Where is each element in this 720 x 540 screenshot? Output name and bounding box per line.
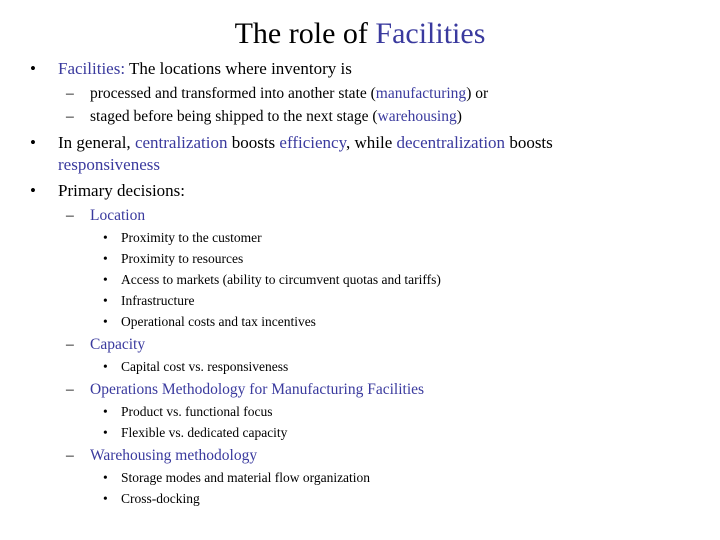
text-part: processed and transformed into another state ( [90,85,376,102]
slide-title [0,14,720,54]
text-part: boosts [227,133,280,152]
text-part: , while [345,133,397,152]
list-item-text: Cross-docking [121,491,200,506]
bullet-marker: • [103,359,108,374]
bullet-marker: • [103,293,108,308]
bullet-marker: • [103,314,108,329]
dash-marker: – [66,381,74,398]
bullet-marker: • [30,181,36,200]
text-part: ) or [466,85,489,102]
bullet-marker: • [103,470,108,485]
sub-label-location: Location [90,207,146,224]
dash-marker: – [66,85,74,102]
list-item-text: Capital cost vs. responsiveness [121,359,289,374]
sub-label-operations: Operations Methodology for Manufacturing Facilities [90,381,425,398]
dash-marker: – [66,447,74,464]
facilities-definition: The locations where inventory is [125,59,352,78]
list-item-text: Product vs. functional focus [121,404,273,419]
bullet-marker: • [103,404,108,419]
list-item-text: Proximity to resources [121,251,244,266]
bullet-marker: • [30,59,36,78]
bullet-marker: • [103,425,108,440]
term-manufacturing: manufacturing [375,85,467,102]
bullet-text: Primary decisions: [58,181,186,200]
bullet-marker: • [30,133,36,152]
term-decentralization: decentralization [396,133,506,152]
list-item-text: Flexible vs. dedicated capacity [121,425,288,440]
sub-label-warehousing: Warehousing methodology [90,447,258,464]
list-item-text: Operational costs and tax incentives [121,314,316,329]
sub-text [90,84,488,104]
bullet-continuation [58,154,160,176]
bullet-marker: • [103,251,108,266]
sub-label-capacity: Capacity [90,336,146,353]
sub-text [90,107,462,127]
term-centralization: centralization [134,133,228,152]
list-item-text: Proximity to the customer [121,230,262,245]
text-part: ) [456,108,462,125]
dash-marker: – [66,108,74,125]
bullet-text [58,132,553,154]
term-efficiency: efficiency [279,133,346,152]
term-responsiveness: responsiveness [58,155,160,174]
list-item-text: Access to markets (ability to circumvent quotas and tariffs) [121,272,441,287]
bullet-marker: • [103,230,108,245]
list-item-text: Infrastructure [121,293,195,308]
bullet-marker: • [103,491,108,506]
dash-marker: – [66,336,74,353]
list-item-text: Storage modes and material flow organization [121,470,371,485]
term-facilities: Facilities: [58,59,126,78]
title-accent: Facilities [375,17,486,50]
title-text: The role of [234,17,376,50]
dash-marker: – [66,207,74,224]
text-part: In general, [58,133,135,152]
term-warehousing: warehousing [377,108,457,125]
bullet-text [58,58,352,80]
text-part: boosts [505,133,553,152]
bullet-marker: • [103,272,108,287]
text-part: staged before being shipped to the next stage ( [90,108,378,125]
